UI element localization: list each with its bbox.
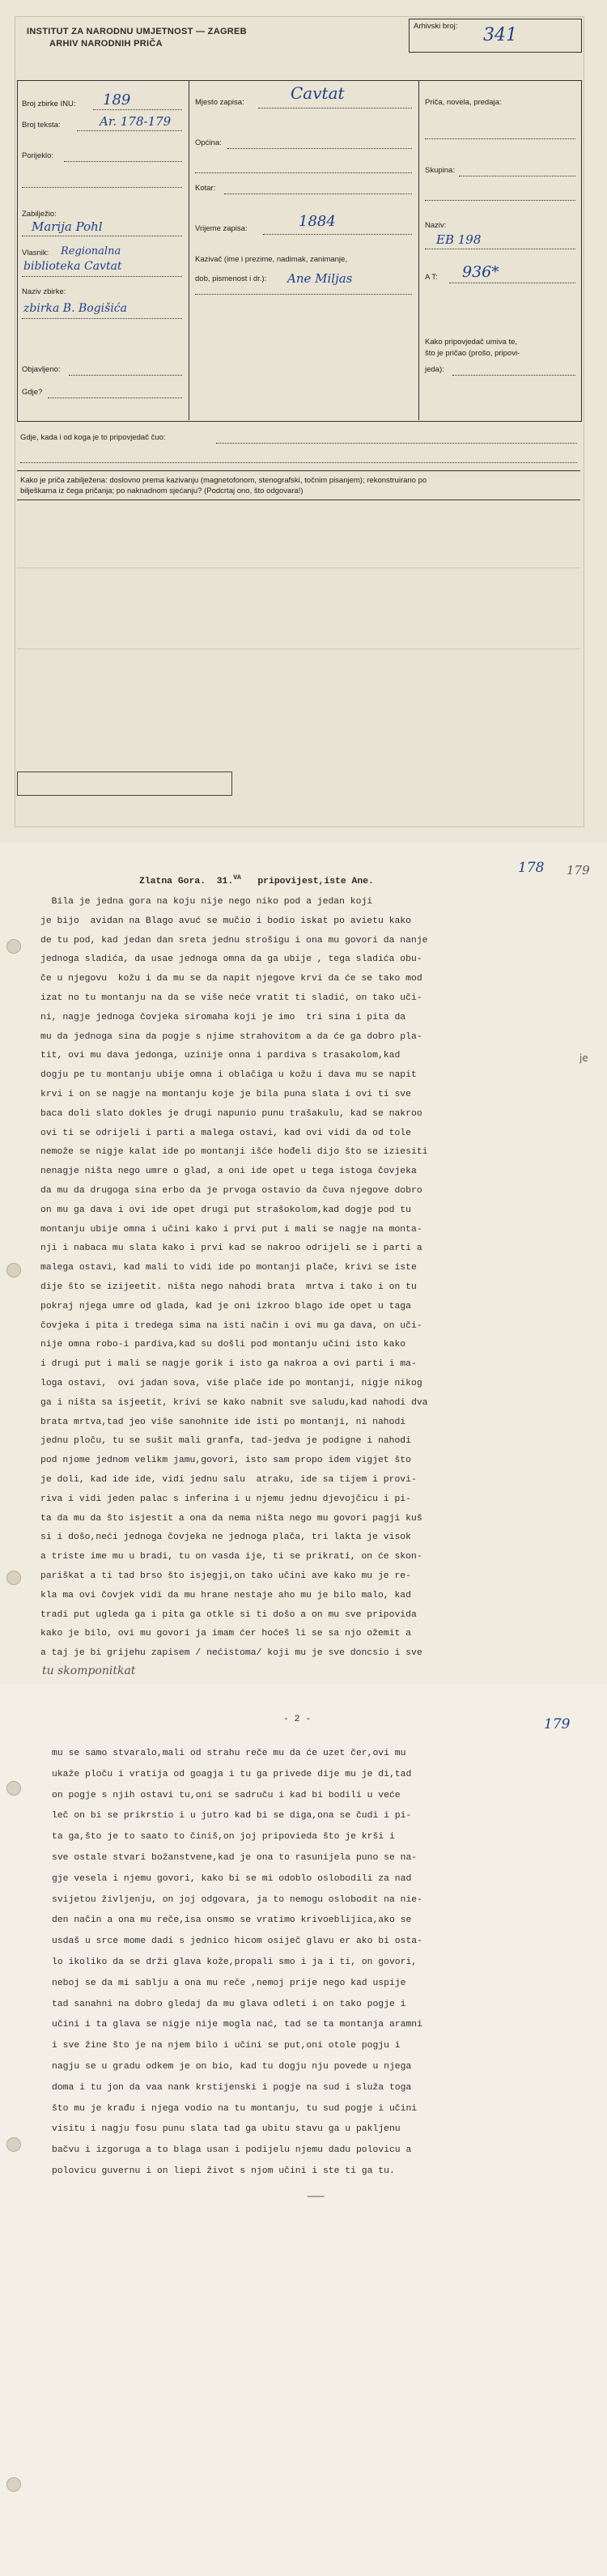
- folio-number-extra: 179: [567, 863, 590, 878]
- text-number-line: [77, 130, 182, 131]
- typed-line: nije omna robo-i pardiva,kad su došli pod montanju učini isto kako: [40, 1340, 406, 1350]
- collection-number-value: 189: [103, 91, 131, 108]
- typed-line: pokraj njega umre od glada, kad je oni izkroo blago ide opet u taga: [40, 1301, 411, 1311]
- record-method-note-2: bilješkama iz čega pričanja; po naknadnom sjećanju? (Podcrtaj ono, što odgovara!): [20, 487, 304, 495]
- place-value: Cavtat: [291, 83, 345, 103]
- catalog-card-page: [0, 0, 607, 842]
- typed-line: Bila je jedna gora na koju nije nego niko pod a jedan koji: [40, 897, 373, 907]
- typed-line: ukaže ploču i vratija od goagja i tu ga privede dije mu je di,tad: [52, 1769, 412, 1779]
- archive-number-value: 341: [483, 25, 517, 45]
- municipality-label: Općina:: [195, 138, 222, 147]
- typed-line: on mu ga dava i ovi ide opet drugi put strašokolom,kad dogje pod tu: [40, 1205, 411, 1215]
- typed-line: a triste ime mu u bradi, tu on vasda ije, ti se prikrati, on će skon-: [40, 1552, 422, 1562]
- typed-line: baca doli slato dokles je drugi napunio punu trašakulu, kad se nakroo: [40, 1108, 422, 1119]
- time-label: Vrijeme zapisa:: [195, 224, 248, 233]
- typed-line: mu se samo stvaralo,mali od strahu reče mu da će uzet čer,ovi mu: [52, 1749, 406, 1758]
- typed-line: ta da mu da što isjestit a ona da nema ništa nego mu govori pagji kuš: [40, 1513, 422, 1524]
- typed-line: de tu pod, kad jedan dan sreta jednu strošigu i ona mu govori da nanje: [40, 935, 428, 946]
- published-label: Objavljeno:: [22, 365, 61, 374]
- record-method-note-1: Kako je priča zabilježena: doslovno prema kazivanju (magnetofonom, stenografski, točnim pisanjem); rekonstruirano po: [20, 476, 427, 485]
- text-number-value: Ar. 178-179: [100, 114, 172, 129]
- at-value: 936*: [462, 263, 499, 281]
- story-title-sup: VA: [233, 874, 241, 882]
- typed-line: neboj se da mi sablju a ona mu reče ,nemoj prije nego kad uspije: [52, 1978, 406, 1988]
- municipality-line-2: [195, 172, 412, 173]
- text-number-label: Broj teksta:: [22, 121, 61, 130]
- typed-line: lo ikoliko da se drži glava kože,propali smo i ja i ti, on govori,: [52, 1958, 418, 1967]
- heard-from-line: [216, 443, 577, 444]
- heard-from-label: Gdje, kada i od koga je to pripovjedač čuo:: [20, 433, 166, 442]
- typed-page-1: [0, 842, 607, 1684]
- blank-rule: [17, 567, 580, 568]
- narrator-manner-label-3: jeda):: [425, 365, 444, 374]
- typed-line: bačvu i izgoruga a to blaga usan i podijelu njemu dadu polovicu a: [52, 2145, 412, 2156]
- typed-line: ovi ti se odrijeli i parti a malega ostavi, kad ovi vidi da od tole: [40, 1128, 411, 1138]
- typed-line: ta ga,što je to saato to činiš,on joj pripovieda što je krši i: [52, 1832, 395, 1843]
- origin-line-2: [22, 187, 182, 188]
- typed-line: je doli, kad ide ide, vidi jednu salu atraku, ide sa tijem i provi-: [40, 1475, 417, 1485]
- title-label: Naziv:: [425, 221, 447, 230]
- typed-line: si i došo,neći jednoga čovjeka ne jednoga plača, tri lakta je visok: [40, 1532, 411, 1543]
- folio-number: 179: [544, 1716, 571, 1732]
- typed-line: sve ostale stvari božanstvene,kad je ona to rasunijela puno se na-: [52, 1853, 418, 1863]
- typed-line: jednu ploču, tu se sušit mali granfa, tad-jedva je podigne i nahodi: [40, 1436, 411, 1447]
- typed-line: doma i tu jon da vaa nank krstijenski i pogje na sud i služa toga: [52, 2082, 412, 2093]
- group-line-2: [425, 200, 575, 201]
- district-label: Kotar:: [195, 184, 216, 193]
- narrator-label-2: dob, pismenost i dr.):: [195, 274, 267, 283]
- margin-mark: je: [579, 1052, 588, 1064]
- binder-hole: [6, 2477, 21, 2492]
- typed-line: nji i nabaca mu slata kako i prvi kad se nakroo odrijeli se i parti a: [40, 1243, 422, 1254]
- typed-line: dije što se izijeetit. ništa nego nahodi brata mrtva i tako i on tu: [40, 1282, 417, 1292]
- typed-line: tradi put ugleda ga i pita ga otkle si ti došo a on mu sve pripovida: [40, 1609, 417, 1620]
- page-marker: - 2 -: [283, 1715, 312, 1724]
- typed-line: kako je bilo, ovi mu govori ja imam ćer hoćeš li se sa njo ožemit a: [40, 1629, 411, 1639]
- story-title: [139, 874, 374, 886]
- typed-line: brata mrtva,tad jeo više sanohnite ide isti po montanji, ni nahodi: [40, 1417, 406, 1427]
- story-type-line: [425, 138, 575, 139]
- owner-value-1: Regionalna: [61, 245, 121, 257]
- recorded-by-value: Marija Pohl: [32, 219, 103, 234]
- narrator-manner-line: [452, 375, 575, 376]
- time-value: 1884: [299, 213, 336, 230]
- story-title-main: Zlatna Gora. 31.: [139, 876, 234, 886]
- typed-line: on pogje s njih ostavi tu,oni se sadruču i kad bi bodili u veće: [52, 1790, 401, 1800]
- archive-name: ARHIV NARODNIH PRIČA: [49, 39, 163, 49]
- typed-line: visitu i nagju fosu punu slata tad ga ubitu stavu ga u pakljenu: [52, 2124, 401, 2135]
- narrator-value: Ane Miljas: [287, 271, 353, 286]
- typed-line: mu da jednoga sina da pogje s njime strahovitom a da će ga dobro pla-: [40, 1031, 422, 1042]
- typed-line: pod njome jednom velikm jamu,govori, isto sam propo idem vigjet što: [40, 1456, 411, 1466]
- typed-line: ni, nagje jednoga čovjeka siromaha koji je imo tri sina i pita da: [40, 1012, 406, 1022]
- typed-line: loga ostavi, ovi jadan sova, više plače ide po montanji, nigje nikog: [40, 1379, 422, 1388]
- typed-line: svijetou življenju, on joj odgovara, ja to nemogu oslobodit na nie-: [52, 1894, 422, 1905]
- typed-line: polovicu guvernu i on liepi život s njom učini i ste ti ga tu.: [52, 2166, 395, 2176]
- place-label: Mjesto zapisa:: [195, 98, 244, 107]
- typed-line: nemože se nigje kalat ide po montanji išće hođeli dijo što se iziesiti: [40, 1147, 428, 1158]
- story-type-label: Priča, novela, predaja:: [425, 98, 502, 107]
- published-line: [69, 375, 182, 376]
- owner-label: Vlasnik:: [22, 249, 49, 257]
- typed-line: riva i vidi jeden palac s inferina i u njemu jednu djevojčicu i pi-: [40, 1494, 411, 1504]
- owner-line: [22, 276, 182, 277]
- collection-number-label: Broj zbirke INU:: [22, 100, 76, 108]
- group-label: Skupina:: [425, 166, 455, 175]
- typed-line: gje vesela i njemu govori, kako bi se mi odoblo oslobodili za nad: [52, 1873, 412, 1884]
- binder-hole: [6, 2137, 21, 2152]
- heard-from-line-2: [20, 462, 577, 463]
- collection-name-value: zbirka B. Bogišića: [23, 302, 127, 315]
- where-label: Gdje?: [22, 388, 43, 397]
- typed-line: den način a ona mu reče,isa onsmo se vratimo krivoeblijica,ako se: [52, 1915, 412, 1926]
- typed-line: kla ma ovi čovjek vidi da mu hrane nestaje aho mu je bilo malo, kad: [40, 1590, 411, 1600]
- typed-line: tit, ovi mu dava jedonga, uzinije onna i pardiva s trasakolom,kad: [40, 1051, 401, 1061]
- narrator-label-1: Kazivač (ime i prezime, nadimak, zanimanje,: [195, 255, 347, 264]
- time-line: [263, 234, 412, 235]
- typed-line: da mu da drugoga sina erbo da je prvoga ostavio da čuva njegove dobro: [40, 1186, 422, 1196]
- typed-line: je bijo avidan na Blago avuć se mučio i bodio iskat po avietu kako: [40, 916, 411, 926]
- typed-line: a taj je bi grijehu zapisem / nećistoma/ koji mu je sve doncsio i sve: [40, 1648, 422, 1659]
- typed-line: nenagje ništa nego umre o glad, a oni ide opet u tega istoga čovjeka: [40, 1167, 417, 1177]
- typed-line: čovjeka i pita i tredega sima na isti način i ovi mu ga dava, on uči-: [40, 1320, 422, 1331]
- typed-line: izat no tu montanju na da se više neće vratit ti sladić, on tako uči-: [40, 993, 422, 1003]
- typed-line: če u njegovu kožu i da mu se da napit njegove krvi da će se tako mod: [40, 974, 422, 984]
- typed-line: pariškat a ti tad brso što isjegji,on tako učini ave kako mu je re-: [40, 1571, 411, 1581]
- recorded-by-label: Zabilježio:: [22, 210, 57, 219]
- typed-line: malega ostavi, kad mali to vidi ide po montanji plače, krivi se iste: [40, 1263, 417, 1273]
- municipality-line: [227, 148, 412, 149]
- origin-label: Porijeklo:: [22, 151, 54, 160]
- grid-divider-right: [418, 80, 419, 420]
- note-divider: [17, 470, 580, 471]
- institute-name: INSTITUT ZA NARODNU UMJETNOST — ZAGREB: [27, 27, 247, 36]
- binder-hole: [6, 1263, 21, 1277]
- collection-number-line: [93, 109, 182, 110]
- at-label: A T:: [425, 273, 438, 282]
- collection-name-label: Naziv zbirke:: [22, 287, 66, 296]
- binder-hole: [6, 1781, 21, 1796]
- folio-number: 178: [518, 860, 545, 876]
- binder-hole: [6, 1571, 21, 1585]
- typed-line: učini i ta glava se nigje nije mogla nać, tad se ta montanja aramni: [52, 2020, 422, 2030]
- typed-line: krvi i on se nagje na montanju koje je bila puna slata i ovi ti sve: [40, 1090, 411, 1099]
- typed-line: jednoga sladića, da usae jednoga omna da ga ubije , tega sladića obu-: [40, 954, 422, 965]
- handwritten-note: tu skomponitkat: [42, 1664, 136, 1677]
- end-mark: ———: [308, 2192, 325, 2202]
- typed-line: usdaš u srce mome dadi s jednico hicom osiječ glavu er ako bi osta-: [52, 1936, 422, 1947]
- typed-line: što mu je krađu i njega vodio na tu montanju, tu sud pogje i učini: [52, 2103, 418, 2114]
- typed-page-2: [0, 1684, 607, 2576]
- narrator-manner-label-2: što je pričao (prošo, pripovi-: [425, 349, 520, 358]
- story-title-rest: pripovijest,iste Ane.: [240, 876, 374, 886]
- typed-line: i sve žine što je na njem bilo i učini se put,oni otole pogju i: [52, 2041, 401, 2051]
- title-value: EB 198: [436, 232, 482, 247]
- owner-value-2: biblioteka Cavtat: [23, 260, 122, 273]
- district-line: [224, 193, 412, 194]
- typed-line: leč on bi se prikrstio i u jutro kad bi se diga,ona se čudi i pi-: [52, 1811, 412, 1821]
- binder-hole: [6, 939, 21, 954]
- note-divider-2: [17, 499, 580, 500]
- narrator-manner-label-1: Kako pripovjedač umiva te,: [425, 338, 518, 346]
- origin-line: [64, 161, 182, 162]
- typed-line: nagju se u gradu odkem je on bio, kad tu dogju nju povede u njega: [52, 2062, 412, 2072]
- typed-line: ga i ništa sa isjeetit, krivi se kako nabnit sve saludu,kad nahodi dva: [40, 1397, 428, 1408]
- typed-line: dogju pe tu montanju ubije omna i oblačiga u kožu i dava mu se napit: [40, 1070, 417, 1081]
- blank-rule: [17, 648, 580, 649]
- where-line: [48, 397, 182, 398]
- catalog-card: [15, 16, 584, 827]
- typed-line: montanju ubije omna i učini kako i prvi put i mali se nagje na monta-: [40, 1224, 422, 1235]
- narrator-line: [195, 294, 412, 295]
- typed-line: tad sanahni na dobro gledaj da mu glava odleti i on tako pogje i: [52, 1999, 406, 2009]
- typed-line: i drugi put i mali se nagje gorik i isto ga nakroa a ovi parti i ma-: [40, 1359, 417, 1370]
- collection-name-line: [22, 318, 182, 319]
- archive-number-label: Arhivski broj:: [414, 22, 458, 31]
- bottom-stamp-box: [17, 772, 232, 796]
